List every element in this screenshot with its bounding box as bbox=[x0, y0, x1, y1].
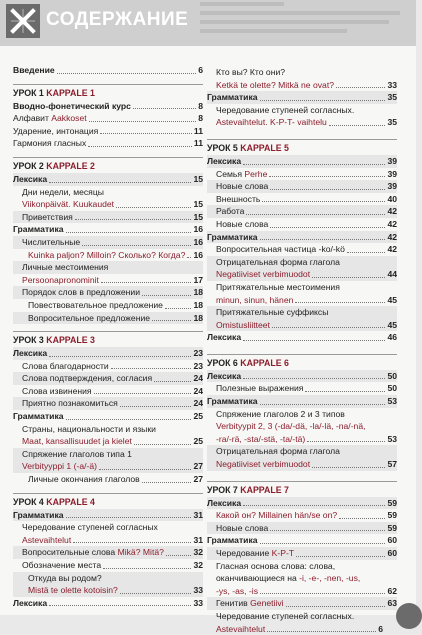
toc-entry[interactable]: Новые слова 59 bbox=[207, 522, 397, 535]
toc-entry[interactable]: Порядок слов в предложении 18 bbox=[13, 286, 203, 299]
toc-entry[interactable]: Какой он? Millainen hän/se on? 59 bbox=[216, 510, 397, 521]
logo-icon bbox=[6, 4, 40, 38]
toc-entry-finnish: Verbityypit 2, 3 (-da/-dä, -la/-lä, -na/-nä, bbox=[216, 421, 366, 432]
toc-entry[interactable]: -ys, -as, -is 62 bbox=[216, 585, 397, 596]
toc-entry-text: Спряжение глаголов типа 1 bbox=[13, 448, 203, 461]
toc-entry[interactable]: Новые слова 39 bbox=[207, 180, 397, 193]
toc-entry[interactable]: Astevaihtelut 6 bbox=[216, 623, 383, 634]
toc-entry[interactable]: Лексика 23 bbox=[13, 348, 203, 359]
toc-entry[interactable]: Mistä te olette kotoisin? 33 bbox=[13, 584, 203, 597]
toc-entry[interactable]: Приятно познакомиться 24 bbox=[13, 397, 203, 410]
toc-entry[interactable]: Viikonpäivät. Kuukaudet 15 bbox=[22, 199, 203, 210]
page-corner-mark bbox=[396, 603, 422, 629]
toc-entry[interactable]: Ketkä te olette? Mitkä ne ovat? 33 bbox=[216, 79, 397, 90]
toc-entry[interactable]: Вопросительная частица -ko/-kö 42 bbox=[216, 244, 397, 255]
toc-entry[interactable]: Грамматика 60 bbox=[207, 535, 397, 546]
toc-entry[interactable]: Negatiiviset verbimuodot 44 bbox=[207, 268, 397, 281]
lesson-heading: УРОК 3 KAPPALE 3 bbox=[13, 331, 203, 347]
toc-entry[interactable]: Числительные 16 bbox=[13, 236, 203, 249]
toc-entry[interactable]: Kuinka paljon? Milloin? Сколько? Когда? 16 bbox=[28, 249, 203, 260]
toc-entry[interactable]: Maat, kansallisuudet ja kielet 25 bbox=[22, 436, 203, 447]
toc-entry[interactable]: Грамматика 35 bbox=[207, 92, 397, 103]
toc-entry[interactable]: Persoonapronominit 17 bbox=[22, 274, 203, 285]
lesson-heading: УРОК 4 KAPPALE 4 bbox=[13, 493, 203, 509]
toc-entry-text: Откуда вы родом? bbox=[13, 572, 203, 585]
toc-entry[interactable]: Семья Perhe 39 bbox=[216, 168, 397, 179]
toc-entry-text: оканчивающиеся на -i, -e-, -nen, -us, bbox=[216, 573, 361, 584]
toc-entry[interactable]: Лексика 59 bbox=[207, 497, 397, 508]
toc-right-column bbox=[207, 66, 397, 635]
toc-entry[interactable]: Лексика 39 bbox=[207, 155, 397, 166]
lesson-heading: УРОК 2 KAPPALE 2 bbox=[13, 157, 203, 173]
toc-entry[interactable]: Вопросительное предложение 18 bbox=[13, 312, 203, 325]
toc-entry[interactable]: Чередование K-P-T 60 bbox=[207, 547, 397, 560]
toc-entry[interactable]: Генитив Genetiivi 63 bbox=[207, 597, 397, 610]
toc-entry[interactable]: Astevaihtelut. K-P-T- vaihtelu 35 bbox=[216, 117, 397, 128]
toc-entry[interactable]: Введение 6 bbox=[13, 65, 203, 75]
toc-entry-text: Спряжение глаголов 2 и 3 типов bbox=[216, 408, 345, 419]
toc-entry[interactable]: Гармония гласных 11 bbox=[13, 138, 203, 149]
lesson-heading: УРОК 1 KAPPALE 1 bbox=[13, 84, 203, 100]
toc-left-column bbox=[13, 64, 203, 609]
toc-entry-text: Дни недели, месяцы bbox=[22, 186, 104, 197]
toc-entry[interactable]: Полезные выражения 50 bbox=[216, 383, 397, 394]
lesson-heading: УРОК 5 KAPPALE 5 bbox=[207, 139, 397, 155]
toc-entry-text: Гласная основа слова: слова, bbox=[216, 560, 336, 571]
toc-entry[interactable]: Грамматика 25 bbox=[13, 411, 203, 422]
toc-entry-text: Чередование ступеней согласных. bbox=[216, 610, 355, 621]
toc-entry-text: Чередование ступеней согласных bbox=[22, 522, 158, 533]
toc-entry-text: Отрицательная форма глагола bbox=[207, 256, 397, 269]
toc-entry-text: Страны, национальности и языки bbox=[22, 423, 156, 434]
bleed-through-text bbox=[200, 2, 410, 42]
toc-entry[interactable]: Работа 42 bbox=[207, 205, 397, 218]
lesson-heading: УРОК 7 KAPPALE 7 bbox=[207, 481, 397, 497]
toc-entry[interactable]: Astevaihtelut 31 bbox=[22, 534, 203, 545]
toc-entry[interactable]: Новые слова 42 bbox=[216, 218, 397, 229]
toc-entry[interactable]: -ra/-rä, -sta/-stä, -ta/-tä) 53 bbox=[216, 433, 397, 444]
toc-entry[interactable]: Слова благодарности 23 bbox=[22, 360, 203, 371]
toc-entry-text: Притяжательные суффиксы bbox=[207, 306, 397, 319]
toc-entry[interactable]: Слова извинения 24 bbox=[22, 385, 203, 396]
header-band bbox=[0, 0, 416, 46]
toc-entry[interactable]: Лексика 46 bbox=[207, 332, 397, 343]
toc-entry[interactable]: Обозначение места 32 bbox=[22, 560, 203, 570]
toc-entry[interactable]: Вводно-фонетический курс 8 bbox=[13, 100, 203, 111]
toc-entry[interactable]: Слова подтверждения, согласия 24 bbox=[13, 372, 203, 385]
lesson-heading: УРОК 6 KAPPALE 6 bbox=[207, 354, 397, 370]
toc-entry[interactable]: Личные окончания глаголов 27 bbox=[28, 474, 203, 485]
toc-entry-text: Отрицательная форма глагола bbox=[207, 445, 397, 458]
toc-entry[interactable]: Грамматика 42 bbox=[207, 231, 397, 242]
toc-entry[interactable]: Лексика 33 bbox=[13, 597, 203, 608]
toc-entry-text: Чередование ступеней согласных. bbox=[216, 104, 355, 115]
toc-entry-text: Притяжательные местоимения bbox=[216, 281, 340, 292]
toc-entry[interactable]: minun, sinun, hänen 45 bbox=[216, 294, 397, 305]
toc-entry[interactable]: Алфавит Aakkoset 8 bbox=[13, 113, 203, 124]
page-title: СОДЕРЖАНИЕ bbox=[46, 9, 189, 30]
toc-entry[interactable]: Omistusliitteet 45 bbox=[207, 319, 397, 332]
toc-entry-text: Личные местоимения bbox=[13, 261, 203, 274]
toc-entry[interactable]: Приветствия 15 bbox=[13, 211, 203, 224]
toc-entry[interactable]: Ударение, интонация 11 bbox=[13, 125, 203, 136]
toc-entry[interactable]: Грамматика 53 bbox=[207, 396, 397, 407]
toc-entry[interactable]: Лексика 15 bbox=[13, 173, 203, 184]
toc-entry[interactable]: Грамматика 31 bbox=[13, 509, 203, 520]
toc-entry[interactable]: Verbityyppi 1 (-a/-ä) 27 bbox=[13, 460, 203, 473]
toc-entry[interactable]: Negatiiviset verbimuodot 57 bbox=[207, 458, 397, 471]
toc-entry[interactable]: Грамматика 16 bbox=[13, 224, 203, 235]
toc-entry[interactable]: Вопросительные слова Mikä? Mitä? 32 bbox=[13, 546, 203, 559]
toc-entry[interactable]: Повествовательное предложение 18 bbox=[28, 299, 203, 310]
toc-entry-text: Кто вы? Кто они? bbox=[216, 67, 286, 77]
toc-entry[interactable]: Внешность 40 bbox=[216, 193, 397, 204]
toc-entry[interactable]: Лексика 50 bbox=[207, 370, 397, 381]
